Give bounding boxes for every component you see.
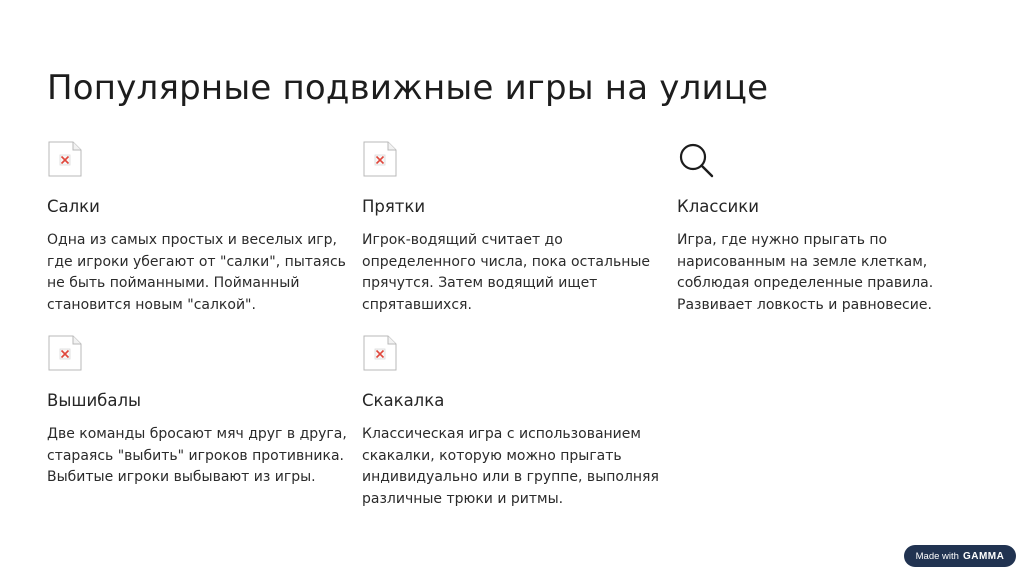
card-description [362, 424, 662, 510]
made-with-gamma-badge[interactable] [904, 545, 1016, 567]
card-line: индивидуально или в группе, выполняя [362, 469, 659, 485]
card-skakalka [362, 335, 662, 510]
card-description [47, 424, 347, 489]
broken-image-icon [362, 141, 402, 181]
card-line: определенного числа, пока остальные [362, 253, 651, 270]
card-line: Две команды бросают мяч друг в друга, [47, 426, 347, 442]
card-line: Игрок-водящий считает до [362, 232, 563, 248]
card-line: соблюдая определенные правила. [677, 275, 934, 291]
card-line: Развивает ловкость и равновесие. [677, 296, 932, 313]
card-line: спрятавшихся. [362, 296, 472, 313]
card-description [677, 230, 977, 316]
card-title: Классики [677, 197, 759, 216]
card-line: прячутся. Затем водящий ищет [362, 275, 598, 291]
card-line: Выбитые игроки выбывают из игры. [47, 469, 316, 485]
card-title: Вышибалы [47, 391, 142, 410]
card-pryatki [362, 141, 662, 316]
card-title: Прятки [362, 197, 426, 216]
card-line: где игроки убегают от "салки", пытаясь [47, 253, 346, 270]
gamma-logo: GAMMA [962, 550, 1005, 562]
card-salki [47, 141, 347, 316]
card-klassiki [677, 141, 977, 316]
card-line: не быть пойманными. Пойманный [47, 275, 300, 291]
card-line: стараясь "выбить" игроков противника. [47, 447, 344, 464]
broken-image-icon [362, 335, 402, 375]
search-icon [677, 141, 717, 181]
card-vyshibaly [47, 335, 347, 489]
card-line: скакалки, которую можно прыгать [362, 447, 622, 464]
card-line: Одна из самых простых и веселых игр, [47, 232, 338, 248]
card-line: различные трюки и ритмы. [362, 490, 564, 507]
broken-image-icon [47, 335, 87, 375]
card-line: Классическая игра с использованием [362, 426, 641, 442]
card-line: нарисованным на земле клеткам, [677, 253, 928, 270]
card-description [47, 230, 347, 316]
card-description [362, 230, 662, 316]
badge-prefix: Made with [915, 550, 959, 562]
card-title: Скакалка [362, 391, 445, 410]
card-line: становится новым "салкой". [47, 296, 256, 313]
broken-image-icon [47, 141, 87, 181]
card-title: Салки [47, 197, 100, 216]
card-line: Игра, где нужно прыгать по [677, 232, 888, 248]
page-title: Популярные подвижные игры на улице [47, 68, 769, 108]
